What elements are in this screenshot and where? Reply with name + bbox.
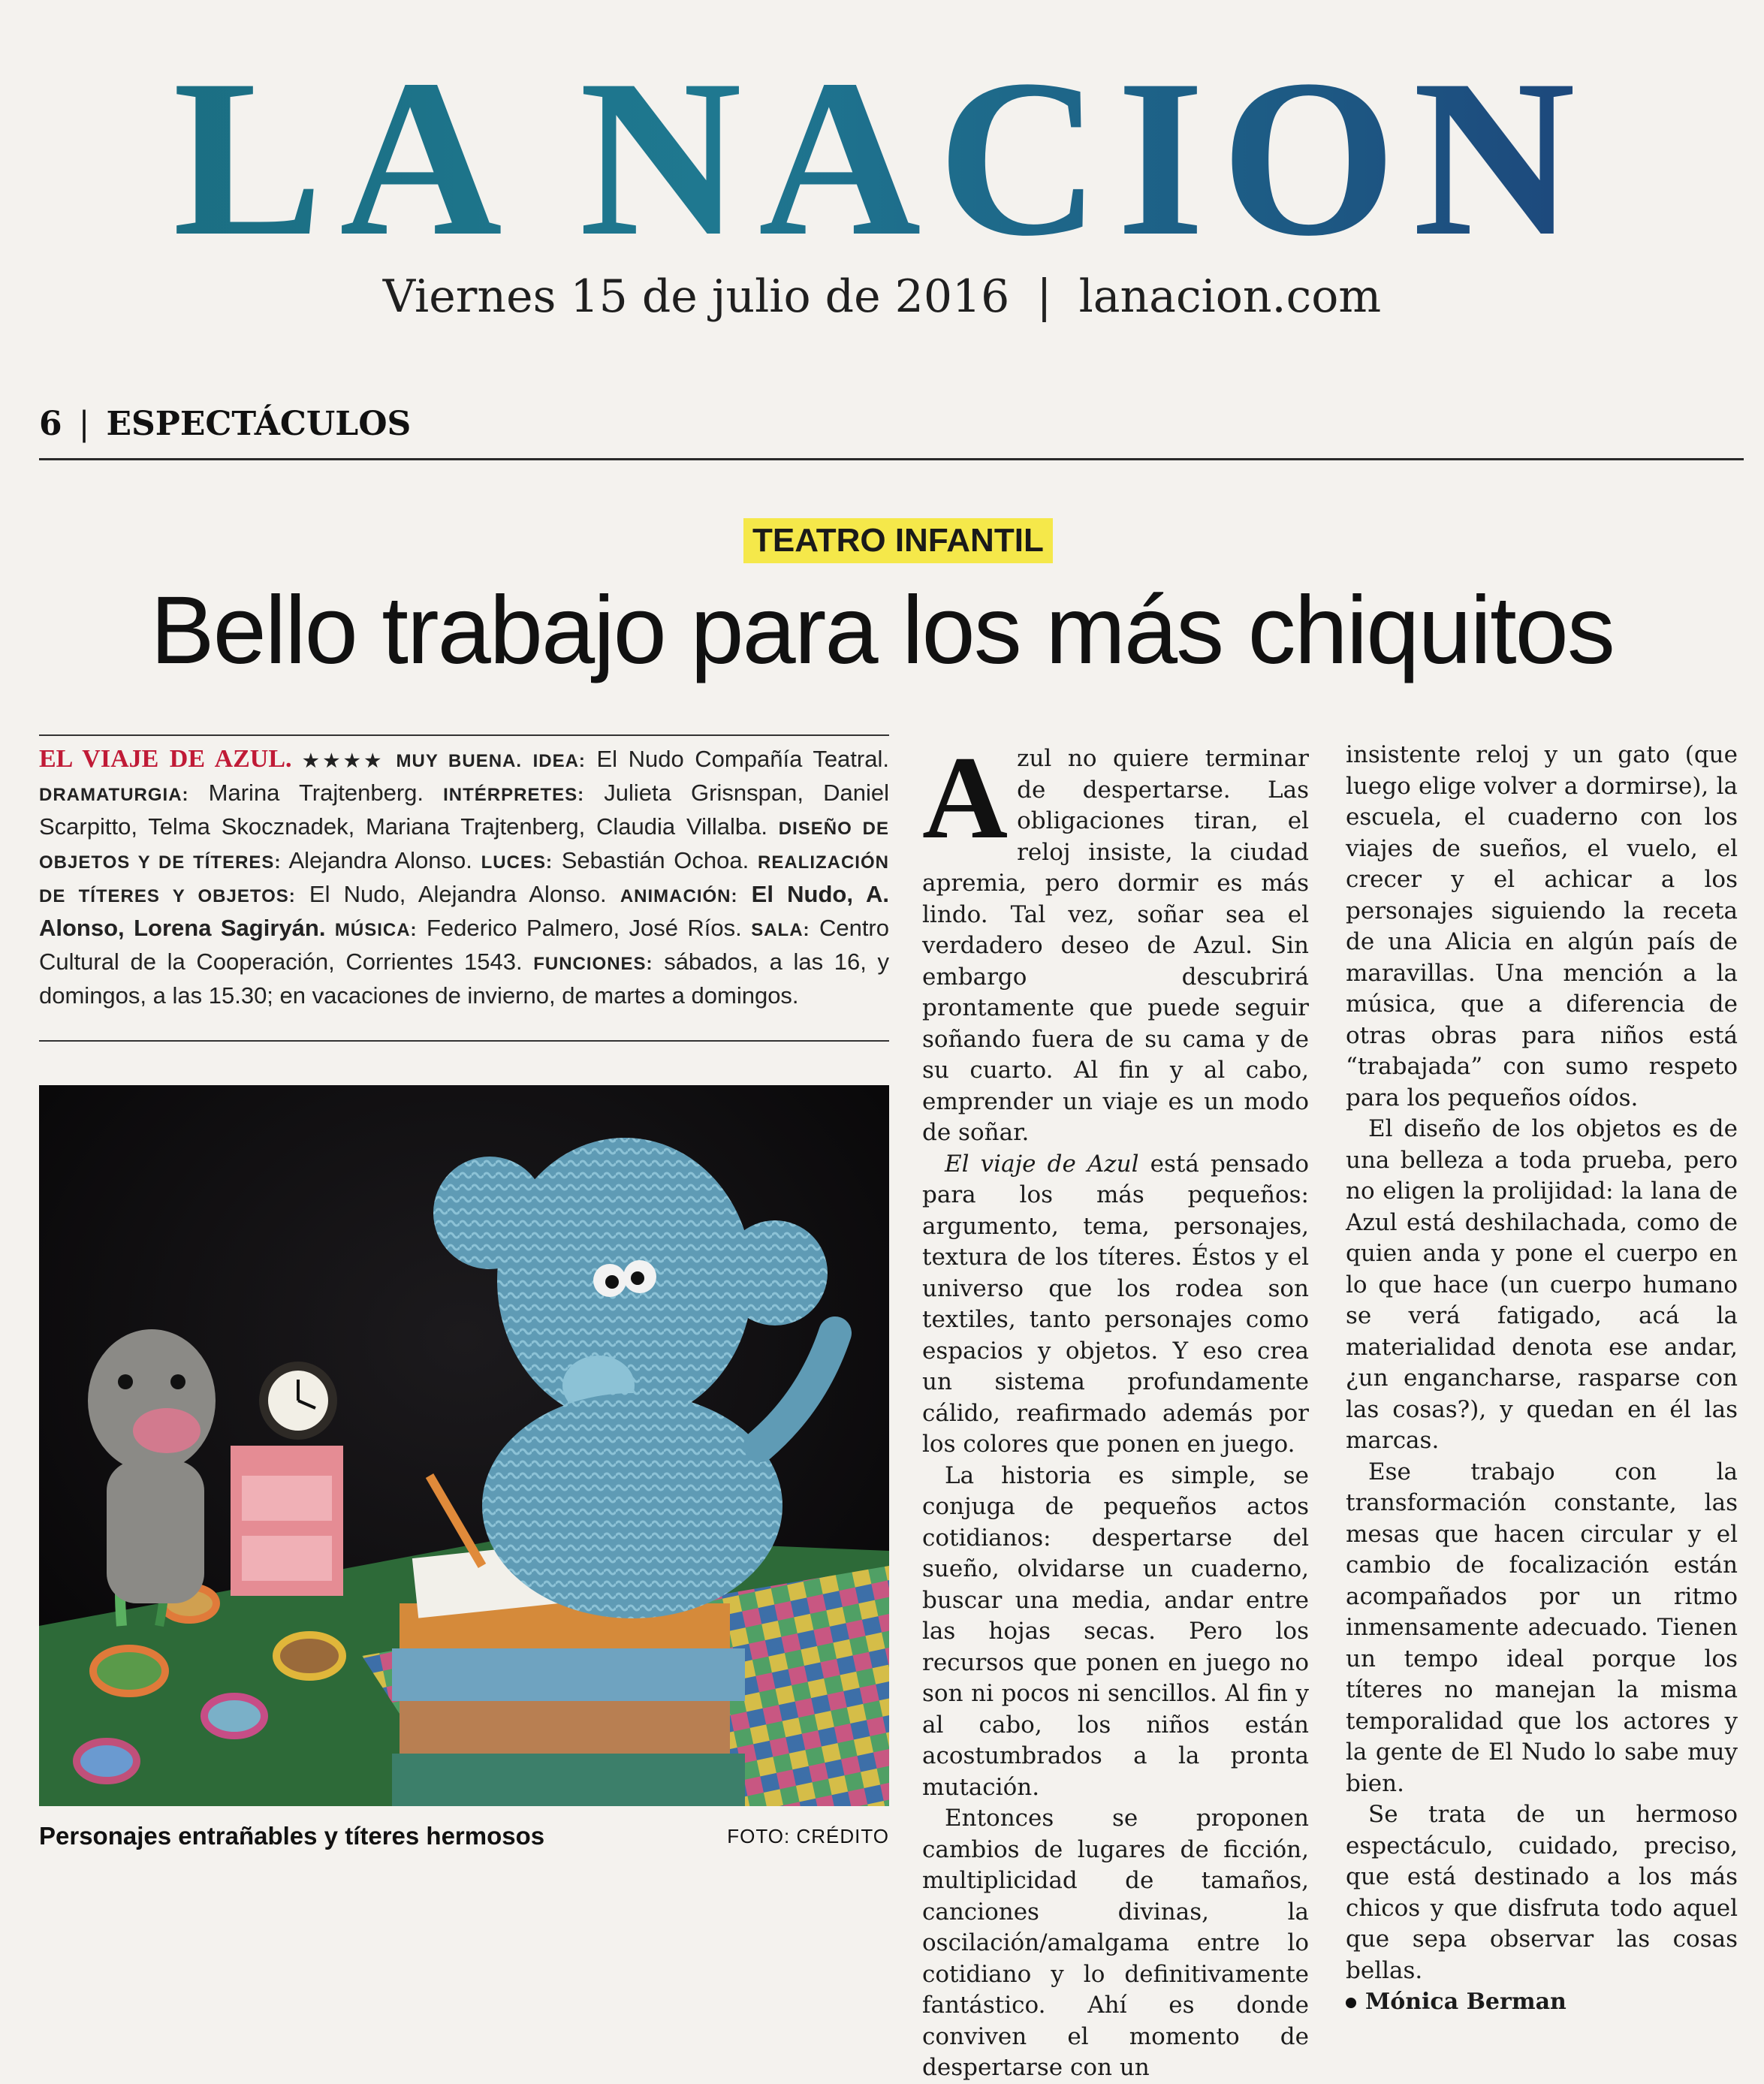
show-title: EL VIAJE DE AZUL. [39,745,292,773]
rating-label: MUY BUENA. [396,751,523,771]
dramaturgia-label: DRAMATURGIA: [39,785,189,805]
credits-rule-top [39,734,889,736]
luces-label: LUCES: [481,852,553,873]
animacion-label: ANIMACIÓN: [620,886,738,906]
musica-label: MÚSICA: [334,920,418,940]
diseno-label: DISEÑO DE OBJETOS Y DE TÍTERES: [39,819,889,873]
photo-caption [39,1817,889,1855]
funciones-label: FUNCIONES: [533,954,653,974]
show-title-inline: El viaje de Azul [945,1150,1139,1178]
byline-bullet-icon [1346,1998,1356,2008]
issue-date: Viernes 15 de julio de 2016 [382,270,1010,323]
paragraph-2 [922,1149,1309,1461]
sala-label: SALA: [751,920,810,940]
section-divider: | [78,405,90,443]
dateline [0,267,1764,327]
paragraph-5: insistente reloj y un gato (que luego elige volver a dormirse), la escuela, el cuaderno con los viajes de sueños, el vuelo, el crecer y el achicar a los personajes siguiendo la receta de una Alicia en algún país de maravillas. Una mención a la música, que a diferencia de otras obras para niños está “trabajada” con sumo respeto para los pequeños oídos. [1346,741,1738,1111]
sala-value: Centro Cultural de la Cooperación, Corrientes 1543. [39,915,889,975]
show-credits [39,743,889,1012]
rating-stars: ★★★★ [303,751,385,771]
credits-rule-bottom [39,1040,889,1042]
website: lanacion.com [1078,270,1382,323]
page-number: 6 [39,405,62,443]
animacion-value: El Nudo, A. Alonso, Lorena Sagiryán. [39,881,889,941]
section-name: ESPECTÁCULOS [106,405,412,443]
puppet-photo-illustration [39,1085,889,1806]
article-kicker: TEATRO INFANTIL [743,518,1053,563]
paragraph-4: Entonces se proponen cambios de lugares de ficción, multiplicidad de tamaños, canciones divinas, la oscilación/amalgama entre lo cotidiano y lo definitivamente fantástico. Ahí es donde conviven el momento de despertarse con un [922,1805,1309,2081]
paragraph-8: Se trata de un hermoso espectáculo, cuidado, preciso, que está destinado a los más chicos y que disfruta todo aquel que sepa observar las cosas bellas. [1346,1801,1738,1984]
dateline-divider: | [1036,270,1052,323]
photo-credit: FOTO: CRÉDITO [727,1825,889,1847]
interpretes-label: INTÉRPRETES: [443,785,585,805]
interpretes-value: Julieta Grisnspan, Daniel Scarpitto, Telma Skocznadek, Mariana Trajtenberg, Claudia Villalba. [39,780,889,840]
paragraph-1 [922,732,1309,1149]
body-column-2 [1346,740,1738,2018]
article-headline: Bello trabajo para los más chiquitos [150,577,1614,684]
body-column-1 [922,732,1309,2084]
diseno-value: Alejandra Alonso. [288,847,472,873]
caption-text: Personajes entrañables y títeres hermosos [39,1822,545,1850]
realizacion-value: El Nudo, Alejandra Alonso. [309,881,607,907]
luces-value: Sebastián Ochoa. [561,847,749,873]
paragraph-2-text: está pensado para los más pequeños: argumento, tema, personajes, textura de los títeres. Éstos y el universo que los rodea son textiles, tanto personajes como espacios y objetos. Y eso crea un sistema profundamente cálido, reafirmado además por los colores que ponen en juego. [922,1150,1309,1458]
paragraph-6: El diseño de los objetos es de una belleza a toda prueba, pero no eligen la prolijidad: la lana de Azul está deshilachada, como de quien anda y pone el cuerpo en lo que hace (un cuerpo humano se verá fatigado, acá la materialidad denota ese andar, ¿un engancharse, rasparse con las cosas?), y quedan en él las marcas. [1346,1115,1738,1454]
paragraph-3: La historia es simple, se conjuga de pequeños actos cotidianos: despertarse del sueño, olvidarse un cuaderno, buscar una media, andar entre las hojas secas. Pero los recursos que ponen en juego no son ni pocos ni sencillos. Al fin y al cabo, los niños están acostumbrados a la pronta mutación. [922,1461,1309,1801]
newspaper-logo: LA NACION [30,45,1735,270]
idea-label: IDEA: [532,751,586,771]
realizacion-label: REALIZACIÓN DE TÍTERES Y OBJETOS: [39,852,889,906]
funciones-value: sábados, a las 16, y domingos, a las 15.30; en vacaciones de invierno, de martes a domingos. [39,949,889,1009]
paragraph-1-text: zul no quiere terminar de despertarse. Las obligaciones tiran, el reloj insiste, la ciudad apremia, pero dormir es más lindo. Tal vez, soñar sea el verdadero deseo de Azul. Sin embargo descubrirá prontamente que puede seguir soñando fuera de su cama y de su cuarto. Al fin y al cabo, emprender un viaje es un modo de soñar. [922,745,1309,1146]
musica-value: Federico Palmero, José Ríos. [426,915,742,941]
section-rule [39,458,1744,460]
article-photo [39,1085,889,1806]
masthead [0,30,1764,270]
paragraph-7: Ese trabajo con la transformación constante, las mesas que hacen circular y el cambio de focalización están acompañados por un ritmo inmensamente adecuado. Tienen un tempo ideal porque los títeres no manejan la misma temporalidad que los actores y la gente de El Nudo lo sabe muy bien. [1346,1458,1738,1797]
author-name: Mónica Berman [1365,1989,1566,2015]
byline [1346,1986,1738,2018]
dramaturgia-value: Marina Trajtenberg. [208,780,424,806]
drop-cap: A [922,732,1009,864]
idea-value: El Nudo Compañía Teatral. [596,746,889,772]
section-header [39,402,411,447]
